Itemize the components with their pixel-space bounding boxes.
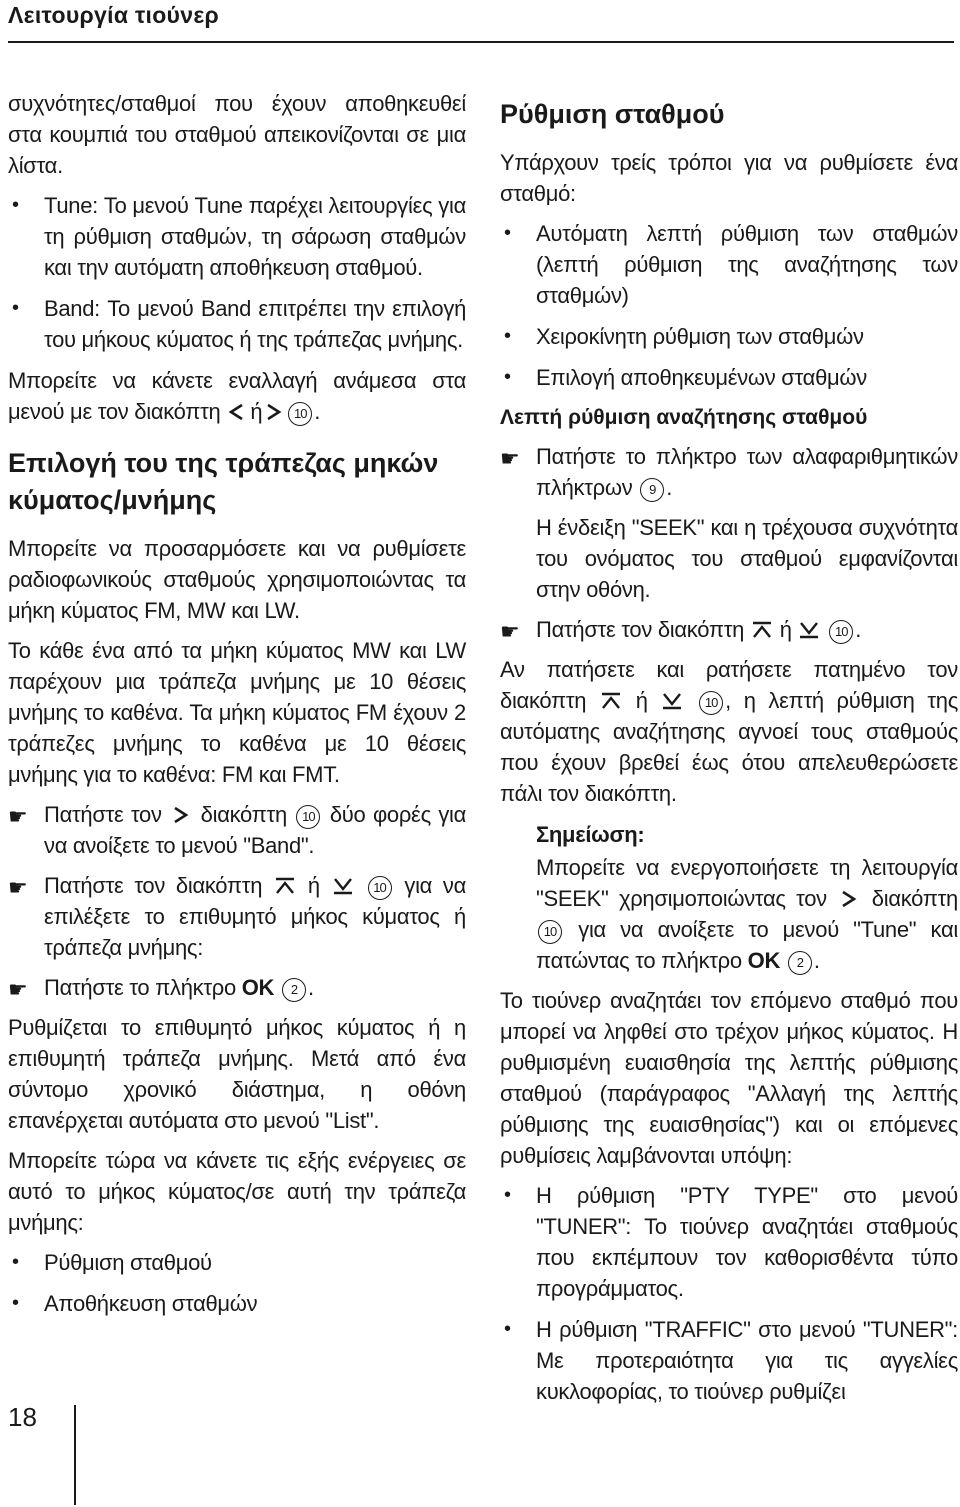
list-item: • Επιλογή αποθηκευμένων σταθμών <box>500 362 958 393</box>
control-number-10: 10 <box>296 805 320 829</box>
paragraph: Το κάθε ένα από τα μήκη κύματος MW και LW παρέχουν μια τράπεζα μνήμης με 10 θέσεις μνήμης το καθένα. Τα μήκη κύματος FM έχουν 2 τράπεζες μνήμης το καθένα με 10 θέσεις μνήμης για το καθένα: FM και FMT. <box>8 638 466 787</box>
note-heading: Σημείωση: <box>536 822 645 847</box>
list-item: • Χειροκίνητη ρύθμιση των σταθμών <box>500 321 958 352</box>
chevron-down-icon <box>332 877 354 895</box>
instruction-step: ☛ Πατήστε το πλήκτρο OK 2 . <box>8 972 466 1003</box>
list-item: • Η ρύθμιση "TRAFFIC" στο μενού "TUNER": Με προτεραιότητα για τις αγγελίες κυκλοφορίας, το τιούνερ ρυθμίζει <box>500 1314 958 1407</box>
control-number-10: 10 <box>538 920 562 944</box>
chevron-down-icon <box>798 621 820 639</box>
paragraph: Μπορείτε να προσαρμόσετε και να ρυθμίσετε ραδιοφωνικούς σταθμούς χρησιμοποιώντας τα μήκη κύματος FM, MW και LW. <box>8 536 466 623</box>
chevron-right-icon <box>170 806 192 824</box>
control-number-10: 10 <box>829 620 853 644</box>
actions-list <box>8 1247 466 1319</box>
pointing-hand-icon: ☛ <box>8 875 28 900</box>
control-number-2: 2 <box>788 951 812 975</box>
note-text: Μπορείτε να ενεργοποιήσετε τη λειτουργία "SEEK" χρησιμοποιώντας τον διακόπτη 10 για να ανοίξετε το μενού "Tune" και πατώντας το πλήκτρο OK 2 . <box>536 855 958 973</box>
pointing-hand-icon: ☛ <box>500 446 520 471</box>
chevron-right-icon <box>263 403 285 421</box>
section-title-station-tuning: Ρύθμιση σταθμού <box>500 99 725 129</box>
page-title: Λειτουργία τιούνερ <box>8 2 220 28</box>
paragraph: Η ένδειξη "SEEK" και η τρέχουσα συχνότητα του ονόματος του σταθμού εμφανίζονται στην οθόνη. <box>536 515 958 602</box>
chevron-left-icon <box>227 403 249 421</box>
paragraph: Ρυθμίζεται το επιθυμητό μήκος κύματος ή η επιθυμητή τράπεζα μνήμης. Μετά από ένα σύντομο χρονικό διάστημα, η οθόνη επανέρχεται αυτόματα στο μενού "List". <box>8 1015 466 1133</box>
list-item: • Ρύθμιση σταθμού <box>8 1247 466 1278</box>
list-item: • Η ρύθμιση "PTY TYPE" στο μενού "TUNER": Το τιούνερ αναζητάει σταθμούς που εκπέμπουν τον καθορισθέντα τύπο προγράμματος. <box>500 1180 958 1304</box>
page-number: 18 <box>8 1402 37 1432</box>
list-item: • Band: Το μενού Band επιτρέπει την επιλογή του μήκους κύματος ή της τράπεζας μνήμης. <box>8 293 466 355</box>
switch-menus-text: Μπορείτε να κάνετε εναλλαγή ανάμεσα στα μενού με τον διακόπτη ή 10 . <box>8 368 466 424</box>
instruction-step: ☛ Πατήστε τον διακόπτη ή 10 για να επιλέξετε το επιθυμητό μήκος κύματος ή τράπεζα μνήμης: <box>8 873 467 960</box>
intro-continuation: συχνότητες/σταθμοί που έχουν αποθηκευθεί στα κουμπιά του σταθμού απεικονίζονται σε μια λίστα. <box>8 91 466 178</box>
header-divider <box>8 41 954 43</box>
control-number-10: 10 <box>288 402 312 426</box>
paragraph: Μπορείτε τώρα να κάνετε τις εξής ενέργειες σε αυτό το μήκος κύματος/σε αυτή την τράπεζα μνήμης: <box>8 1148 466 1235</box>
page-number-divider <box>74 1405 76 1505</box>
list-item: • Αποθήκευση σταθμών <box>8 1288 466 1319</box>
menu-bullet-list <box>8 190 466 355</box>
chevron-up-icon <box>751 621 773 639</box>
subsection-title-seek: Λεπτή ρύθμιση αναζήτησης σταθμού <box>500 406 868 429</box>
paragraph: Το τιούνερ αναζητάει τον επόμενο σταθμό που μπορεί να ληφθεί στο τρέχον μήκος κύματος. Η ρυθμισμένη ευαισθησία της λεπτής ρύθμισης σταθμού (παράγραφος "Αλλαγή της λεπτής ρύθμισης της ευαισθησίας") και οι επόμενες ρυθμίσεις λαμβάνονται υπόψη: <box>500 988 958 1168</box>
chevron-right-icon <box>838 890 860 908</box>
paragraph: Υπάρχουν τρείς τρόποι για να ρυθμίσετε ένα σταθμό: <box>500 150 958 206</box>
right-column <box>500 96 958 1417</box>
chevron-up-icon <box>600 692 622 710</box>
paragraph: Αν πατήσετε και ρατήσετε πατημένο τον διακόπτη ή 10 , η λεπτή ρύθμιση της αυτόματης αναζήτησης αγνοεί τους σταθμούς που έχουν βρεθεί έως ότου απελευθερώσετε πάλι τον διακόπτη. <box>500 657 958 806</box>
instruction-step: ☛ Πατήστε το πλήκτρο των αλαφαριθμητικών πλήκτρων 9 . <box>500 444 958 500</box>
control-number-9: 9 <box>640 478 664 502</box>
pointing-hand-icon: ☛ <box>8 977 28 1002</box>
left-column <box>8 88 466 1329</box>
pointing-hand-icon: ☛ <box>500 619 520 644</box>
ok-key-label: OK <box>241 975 275 1000</box>
control-number-2: 2 <box>282 978 306 1002</box>
list-item: • Tune: Το μενού Tune παρέχει λειτουργίες για τη ρύθμιση σταθμών, τη σάρωση σταθμών και την αυτόματη αποθήκευση σταθμού. <box>8 190 466 283</box>
instruction-step: ☛ Πατήστε τον διακόπτη 10 δύο φορές για να ανοίξετε το μενού "Band". <box>8 802 467 858</box>
control-number-10: 10 <box>699 691 723 715</box>
chevron-down-icon <box>661 692 683 710</box>
control-number-10: 10 <box>368 876 392 900</box>
settings-list <box>500 1180 958 1407</box>
pointing-hand-icon: ☛ <box>8 804 28 829</box>
chevron-up-icon <box>274 877 296 895</box>
section-title-band-selection: Επιλογή του της τράπεζας μηκών κύματος/μνήμης <box>8 448 439 515</box>
tuning-ways-list <box>500 218 958 393</box>
list-item: • Αυτόματη λεπτή ρύθμιση των σταθμών (λεπτή ρύθμιση της αναζήτησης των σταθμών) <box>500 218 958 311</box>
ok-key-label: OK <box>747 948 781 973</box>
instruction-step: ☛ Πατήστε τον διακόπτη ή 10 . <box>500 614 958 645</box>
